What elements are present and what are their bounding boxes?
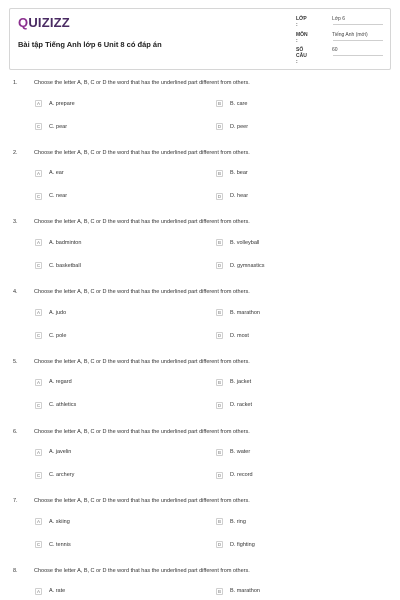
option-letter-box: D <box>217 124 222 129</box>
option-text: A. badminton <box>49 239 82 246</box>
answer-option[interactable] <box>216 238 259 247</box>
answer-option[interactable] <box>35 401 76 410</box>
question-number: 8. <box>13 567 18 574</box>
question-text: Choose the letter A, B, C or D the word that has the underlined part different from others. <box>34 219 250 226</box>
option-letter-box: D <box>217 263 222 269</box>
option-text: C. basketball <box>49 262 81 269</box>
option-letter-box: C <box>36 333 41 339</box>
answer-option[interactable] <box>35 308 66 317</box>
option-letter-box: A <box>36 379 40 385</box>
option-text: D. peer <box>230 123 249 130</box>
option-letter-box: D <box>217 193 222 199</box>
option-letter-box: A <box>36 310 40 316</box>
option-letter-box: B <box>217 449 221 455</box>
quizizz-logo <box>18 15 70 30</box>
option-text: D. gymnastics <box>230 262 265 269</box>
meta-count-value: 60 <box>332 47 338 53</box>
answer-option[interactable] <box>35 587 65 596</box>
question-number: 3. <box>13 219 18 226</box>
question-number: 4. <box>13 289 18 296</box>
question-text: Choose the letter A, B, C or D the word that has the underlined part different from others. <box>34 428 250 435</box>
meta-subject-underline <box>333 40 383 41</box>
option-letter-box: A <box>36 519 40 525</box>
option-text: C. archery <box>49 472 75 478</box>
option-letter-box: A <box>36 240 40 246</box>
answer-option[interactable] <box>35 540 71 549</box>
question-number: 1. <box>13 80 18 86</box>
option-text: C. pear <box>49 123 68 130</box>
answer-option[interactable] <box>216 261 265 270</box>
answer-option[interactable] <box>216 169 248 178</box>
option-letter-box: D <box>217 333 222 339</box>
meta-class-value: Lớp 6 <box>332 16 346 22</box>
option-text: B. water <box>230 449 251 455</box>
question-number: 5. <box>13 358 18 365</box>
question-text: Choose the letter A, B, C or D the word that has the underlined part different from others. <box>34 358 250 365</box>
question-number: 2. <box>13 149 18 156</box>
option-letter-box: A <box>36 588 40 594</box>
answer-option[interactable] <box>35 471 74 480</box>
option-text: B. care <box>230 100 248 107</box>
option-text: D. most <box>230 332 249 339</box>
option-text: B. volleyball <box>230 239 260 246</box>
question-text: Choose the letter A, B, C or D the word that has the underlined part different from others. <box>34 567 250 574</box>
option-letter-box: B <box>217 170 221 176</box>
option-text: A. skiing <box>49 518 70 525</box>
option-text: C. athletics <box>49 402 77 409</box>
answer-option[interactable] <box>35 192 67 201</box>
question-text: Choose the letter A, B, C or D the word that has the underlined part different from others. <box>34 498 250 505</box>
option-letter-box: A <box>36 170 40 176</box>
answer-option[interactable] <box>216 192 248 201</box>
option-text: A. javelin <box>49 449 72 455</box>
answer-option[interactable] <box>35 122 67 131</box>
answer-option[interactable] <box>35 378 72 387</box>
question-text: Choose the letter A, B, C or D the word that has the underlined part different from others. <box>34 289 250 296</box>
meta-class-label: LỚP : <box>296 16 307 28</box>
option-letter-box: C <box>36 124 41 129</box>
answer-option[interactable] <box>35 238 81 247</box>
answer-option[interactable] <box>35 169 64 178</box>
option-letter-box: C <box>36 402 41 408</box>
answer-option[interactable] <box>216 378 251 387</box>
answer-option[interactable] <box>35 99 75 108</box>
option-text: C. tennis <box>49 541 71 548</box>
option-letter-box: C <box>36 193 41 199</box>
meta-class-underline <box>333 24 383 25</box>
question-text: Choose the letter A, B, C or D the word that has the underlined part different from others. <box>34 80 250 86</box>
meta-count-underline <box>333 55 383 56</box>
answer-option[interactable] <box>216 517 246 526</box>
meta-subject-value: Tiếng Anh (mới) <box>332 32 368 38</box>
answer-option[interactable] <box>216 471 253 480</box>
question-text: Choose the letter A, B, C or D the word that has the underlined part different from others. <box>34 149 250 156</box>
answer-option[interactable] <box>216 122 248 131</box>
option-text: D. fighting <box>230 541 255 548</box>
meta-count-label: SỐ CÂU : <box>296 47 307 65</box>
option-text: B. marathon <box>230 588 260 595</box>
question-number: 7. <box>13 498 18 505</box>
option-letter-box: B <box>217 101 221 106</box>
worksheet-title: Bài tập Tiếng Anh lớp 6 Unit 8 có đáp án <box>18 40 162 49</box>
answer-option[interactable] <box>35 517 70 526</box>
meta-subject-label: MÔN : <box>296 32 308 44</box>
question-number: 6. <box>13 428 18 435</box>
option-text: A. regard <box>49 379 72 386</box>
option-letter-box: B <box>217 240 221 246</box>
option-letter-box: B <box>217 379 221 385</box>
option-letter-box: A <box>36 101 40 106</box>
option-text: C. pole <box>49 332 67 339</box>
option-text: D. racket <box>230 402 253 409</box>
option-text: B. bear <box>230 170 248 177</box>
answer-option[interactable] <box>216 99 247 108</box>
answer-option[interactable] <box>35 448 71 457</box>
answer-option[interactable] <box>35 261 81 270</box>
option-text: D. hear <box>230 193 249 200</box>
logo-q: Q <box>18 15 29 30</box>
option-letter-box: A <box>36 449 40 455</box>
option-letter-box: D <box>217 472 222 478</box>
option-text: A. judo <box>49 309 67 316</box>
answer-option[interactable] <box>216 448 250 457</box>
answer-option[interactable] <box>216 540 255 549</box>
answer-option[interactable] <box>216 587 260 596</box>
option-text: B. marathon <box>230 309 260 316</box>
option-letter-box: B <box>217 588 221 594</box>
option-letter-box: B <box>217 310 221 316</box>
answer-option[interactable] <box>216 401 252 410</box>
option-letter-box: C <box>36 472 41 478</box>
option-letter-box: C <box>36 542 41 548</box>
answer-option[interactable] <box>35 331 66 340</box>
option-text: A. ear <box>49 170 64 177</box>
option-letter-box: D <box>217 542 222 548</box>
option-text: A. rate <box>49 588 66 595</box>
logo-wordmark: UIZIZZ <box>28 15 70 30</box>
option-text: A. prepare <box>49 100 75 107</box>
option-text: B. jacket <box>230 379 252 386</box>
option-letter-box: B <box>217 519 221 525</box>
option-text: C. near <box>49 193 68 200</box>
option-text: B. ring <box>230 518 246 525</box>
option-text: D. record <box>230 472 253 478</box>
option-letter-box: C <box>36 263 41 269</box>
option-letter-box: D <box>217 402 222 408</box>
answer-option[interactable] <box>216 308 260 317</box>
answer-option[interactable] <box>216 331 249 340</box>
